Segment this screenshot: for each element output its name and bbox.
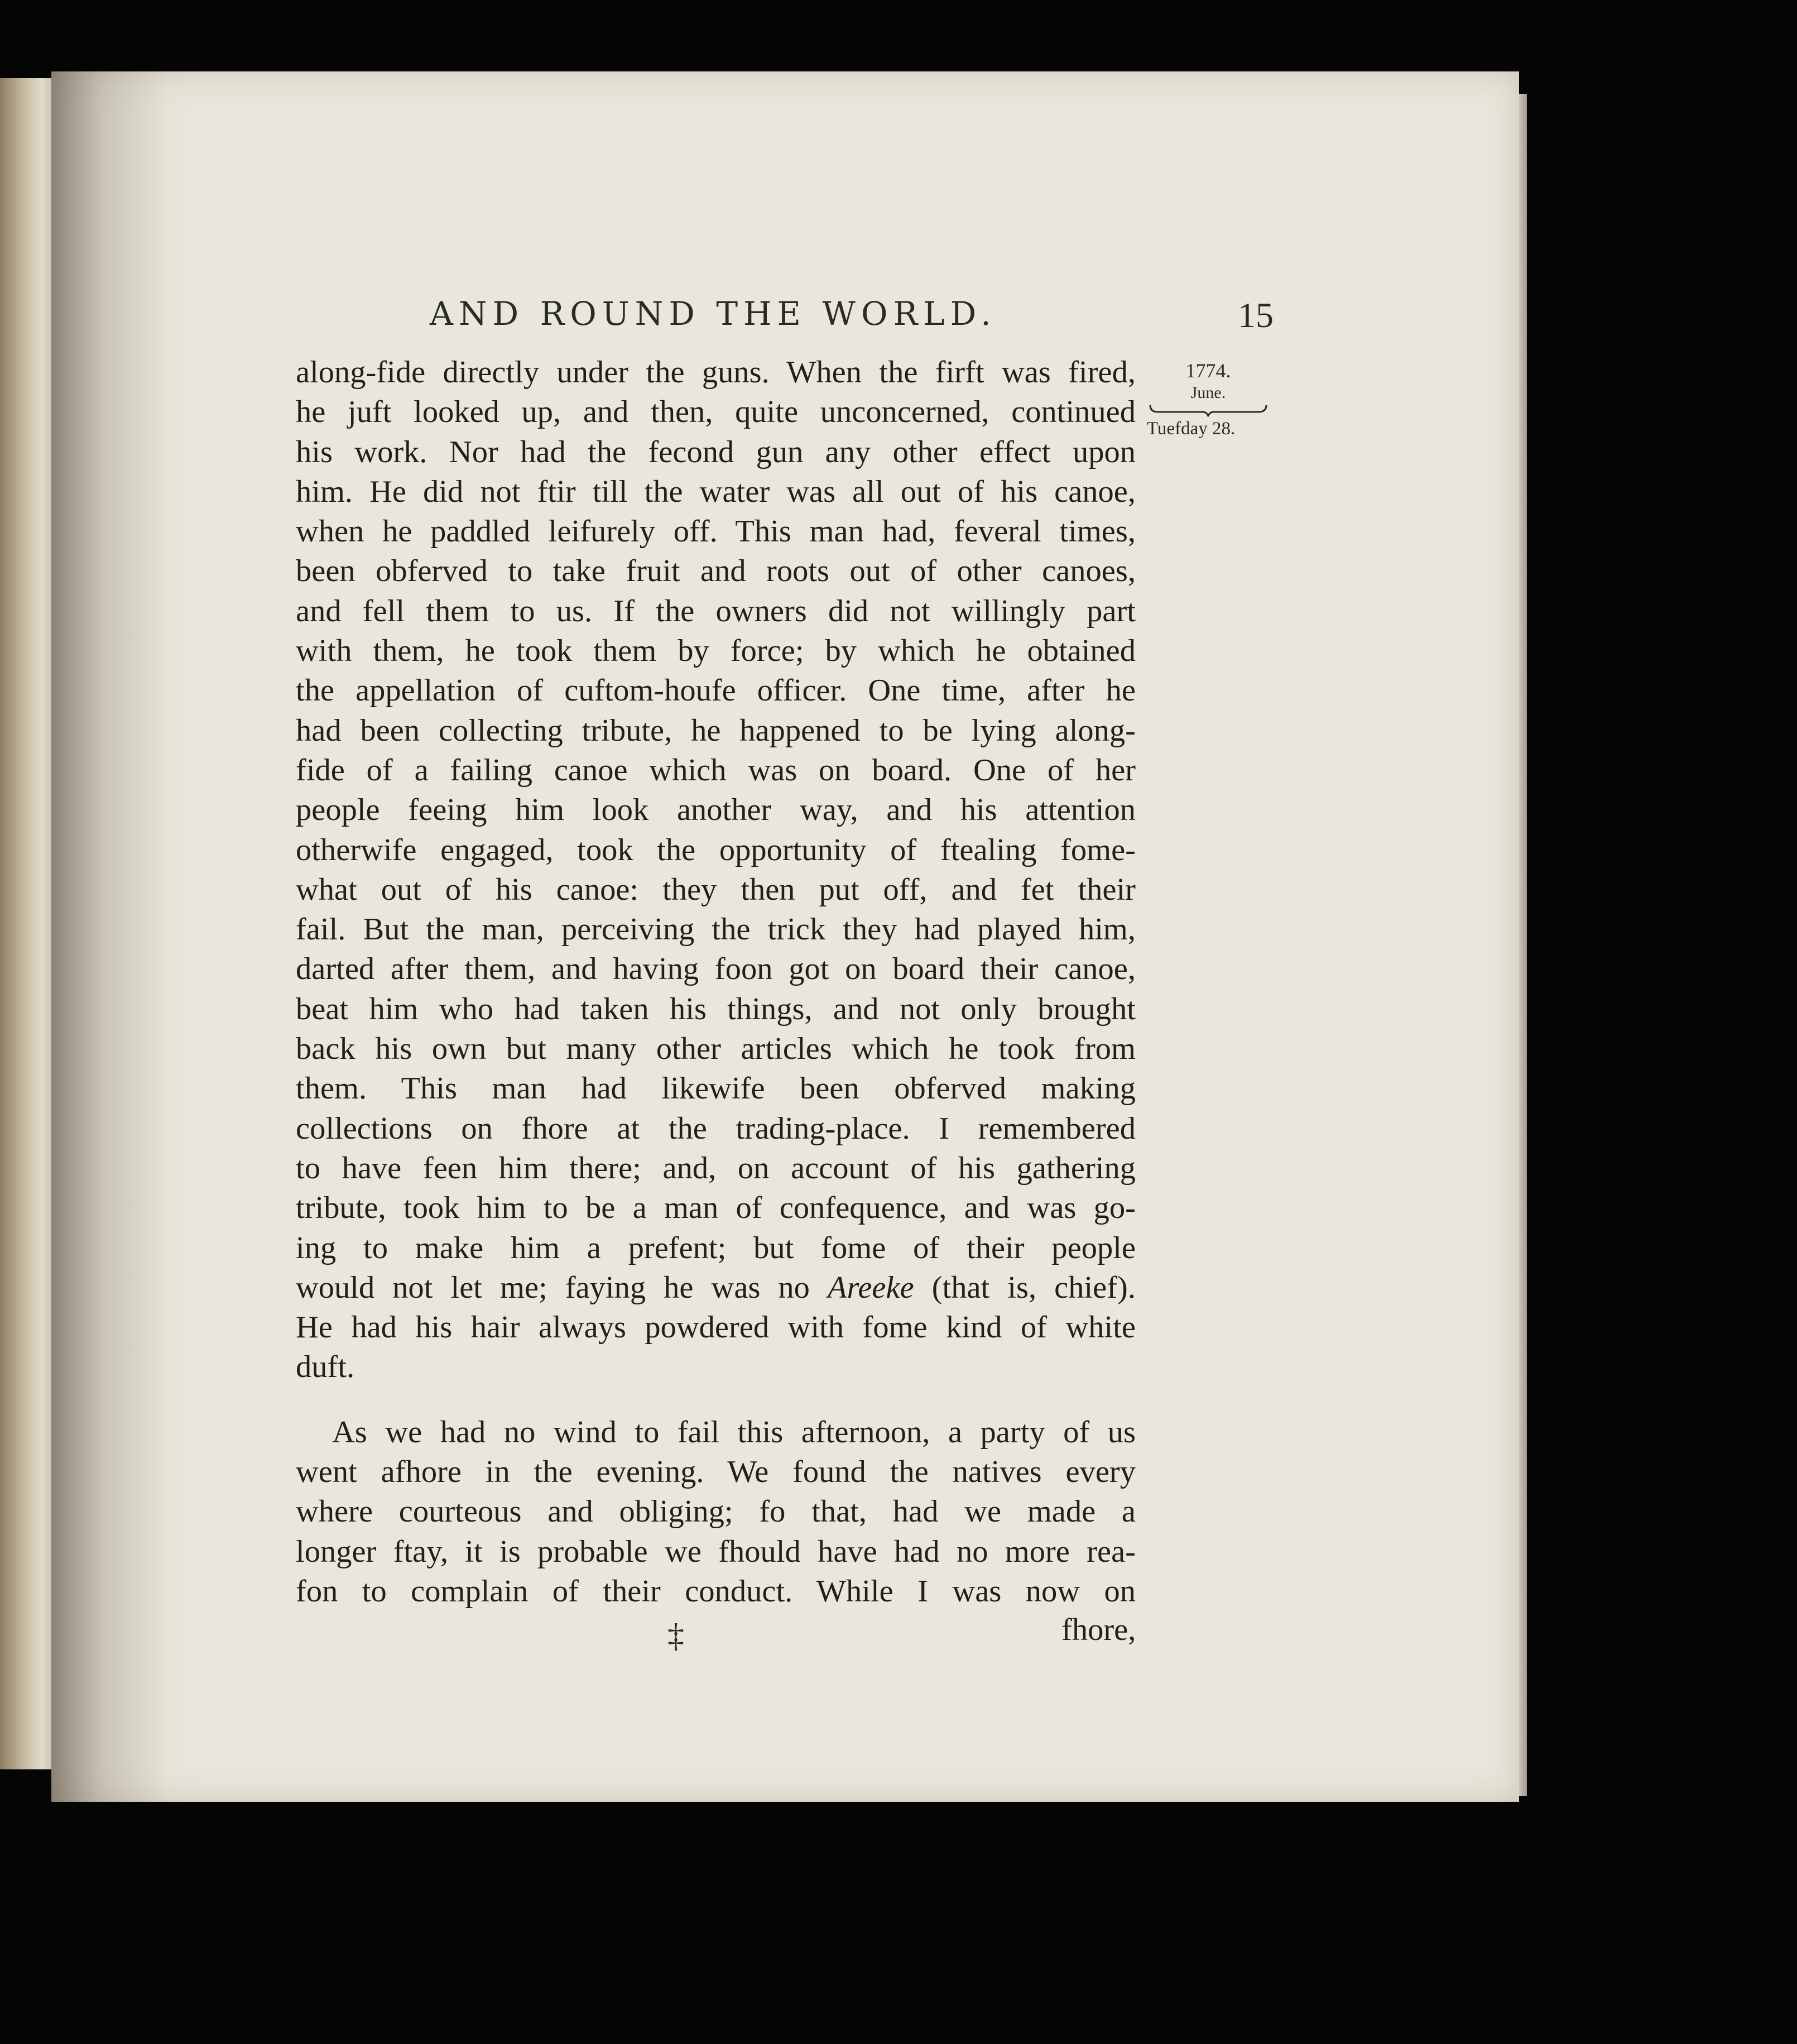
page-number: 15 [1238, 295, 1274, 335]
text-line: been obferved to take fruit and roots out of other canoes, [296, 554, 1136, 589]
text-line: people feeing him look another way, and his attention [296, 793, 1136, 828]
page-fore-edge [1519, 94, 1527, 1796]
text-line: longer ftay, it is probable we fhould have had no more rea- [296, 1534, 1136, 1569]
text-line: fon to complain of their conduct. While I was now on [296, 1573, 1136, 1609]
text-line: He had his hair always powdered with fome kind of white [296, 1310, 1136, 1345]
margin-date-note [1141, 358, 1275, 440]
gutter-shadow [51, 71, 196, 1802]
catchword: fhore, [1061, 1613, 1136, 1647]
paragraph-1 [296, 353, 1136, 1388]
text-segment: (that is, chief). [914, 1270, 1136, 1305]
text-line: ing to make him a prefent; but fome of their people [296, 1230, 1136, 1265]
text-line: fide of a failing canoe which was on board. One of her [296, 752, 1136, 788]
text-line: otherwife engaged, took the opportunity of ftealing fome- [296, 832, 1136, 867]
text-line: back his own but many other articles which he took from [296, 1031, 1136, 1067]
text-line: had been collecting tribute, he happened to be lying along- [296, 713, 1136, 748]
italic-term: Areeke [827, 1270, 914, 1305]
text-line: and fell them to us. If the owners did not willingly part [296, 593, 1136, 628]
text-line: he juft looked up, and then, quite unconcerned, continued [296, 395, 1136, 430]
text-line: them. This man had likewife been obferved making [296, 1071, 1136, 1106]
text-line: where courteous and obliging; fo that, had we made a [296, 1494, 1136, 1529]
margin-note-day: Tuefday 28. [1147, 419, 1236, 439]
running-head: AND ROUND THE WORLD. [430, 295, 997, 333]
text-line: collections on fhore at the trading-place. I remembered [296, 1111, 1136, 1146]
paragraph-2 [296, 1413, 1136, 1611]
text-line: what out of his canoe: they then put off, and fet their [296, 872, 1136, 907]
text-line: duft. [296, 1350, 355, 1385]
text-line: darted after them, and having foon got on board their canoe, [296, 952, 1136, 987]
brace-icon [1147, 403, 1270, 418]
text-line: tribute, took him to be a man of confequence, and was go- [296, 1191, 1136, 1226]
text-segment: would not let me; faying he was no [296, 1270, 828, 1305]
signature-mark: ‡ [667, 1617, 684, 1654]
text-line: beat him who had taken his things, and not only brought [296, 991, 1136, 1026]
margin-note-month: June. [1190, 383, 1226, 402]
text-line: went afhore in the evening. We found the natives every [296, 1455, 1136, 1490]
text-line: when he paddled leifurely off. This man had, feveral times, [296, 514, 1136, 549]
text-line: to have feen him there; and, on account of his gathering [296, 1150, 1136, 1186]
body-text [296, 353, 1136, 1611]
text-line: the appellation of cuftom-houfe officer. One time, after he [296, 673, 1136, 708]
paragraph-gap [296, 1388, 1136, 1413]
text-line: him. He did not ftir till the water was all out of his canoe, [296, 474, 1136, 509]
text-line: his work. Nor had the fecond gun any other effect upon [296, 434, 1136, 469]
margin-note-year: 1774. [1185, 359, 1231, 382]
text-line: with them, he took them by force; by which he obtained [296, 634, 1136, 669]
text-line: along-fide directly under the guns. When the firft was fired, [296, 355, 1136, 390]
text-line-with-italic [296, 1268, 1136, 1308]
text-line: fail. But the man, perceiving the trick they had played him, [296, 912, 1136, 947]
text-line: As we had no wind to fail this afternoon, a party of us [332, 1414, 1136, 1450]
